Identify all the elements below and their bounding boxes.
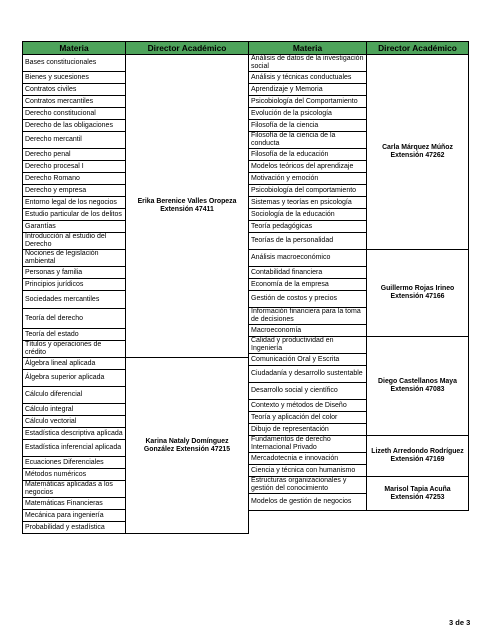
right-table-body: [249, 55, 469, 511]
subject-cell: Sociedades mercantiles: [23, 291, 126, 309]
subject-cell: Fundamentos de derecho Internacional Privado: [249, 436, 367, 453]
subject-cell: Calidad y productividad en Ingeniería: [249, 337, 367, 354]
subject-cell: Mercadotecnia e innovación: [249, 453, 367, 465]
director-cell: Marisol Tapia Acuña Extensión 47253: [367, 477, 469, 511]
director-cell: Karina Nataly Domínguez González Extensión 47215: [126, 358, 249, 534]
director-cell: Lizeth Arredondo Rodríguez Extensión 47169: [367, 436, 469, 477]
subject-cell: Derecho mercantil: [23, 132, 126, 149]
subject-cell: Derecho y empresa: [23, 185, 126, 197]
left-table: [22, 41, 249, 534]
subject-cell: Probabilidad y estadística: [23, 522, 126, 534]
subject-cell: Modelos teóricos del aprendizaje: [249, 161, 367, 173]
page-number: 3 de 3: [449, 618, 471, 627]
subject-cell: Personas y familia: [23, 267, 126, 279]
subject-cell: Evolución de la psicología: [249, 108, 367, 120]
subject-cell: Cálculo integral: [23, 404, 126, 416]
subject-cell: Sociología de la educación: [249, 209, 367, 221]
subject-cell: Cálculo diferencial: [23, 387, 126, 404]
subject-cell: Bases constitucionales: [23, 55, 126, 72]
subject-cell: Derecho de las obligaciones: [23, 120, 126, 132]
subject-cell: Estructuras organizacionales y gestión del conocimiento: [249, 477, 367, 494]
director-cell: Erika Berenice Valles Oropeza Extensión 47411: [126, 55, 249, 358]
subject-cell: Entorno legal de los negocios: [23, 197, 126, 209]
subject-cell: Derecho penal: [23, 149, 126, 161]
subject-cell: Economía de la empresa: [249, 279, 367, 291]
subject-cell: Desarrollo social y científico: [249, 383, 367, 400]
left-table-body: [23, 55, 249, 534]
table-row: [249, 436, 469, 453]
table-row: [249, 477, 469, 494]
subject-cell: Álgebra lineal aplicada: [23, 358, 126, 370]
subject-cell: Contabilidad financiera: [249, 267, 367, 279]
header-materia: Materia: [249, 42, 367, 55]
header-director: Director Académico: [126, 42, 249, 55]
subject-cell: Ciencia y técnica con humanismo: [249, 465, 367, 477]
subject-cell: Teoría del estado: [23, 329, 126, 341]
header-materia: Materia: [23, 42, 126, 55]
subject-cell: Teoría pedagógicas: [249, 221, 367, 233]
director-cell: Carla Márquez Múñoz Extensión 47262: [367, 55, 469, 250]
subject-cell: Motivación y emoción: [249, 173, 367, 185]
subject-cell: Métodos numéricos: [23, 469, 126, 481]
subject-cell: Filosofía de la ciencia: [249, 120, 367, 132]
subject-cell: Derecho procesal I: [23, 161, 126, 173]
subject-cell: Gestión de costos y precios: [249, 291, 367, 308]
subject-cell: Macroeconomía: [249, 325, 367, 337]
header-director: Director Académico: [367, 42, 469, 55]
subject-cell: Filosofía de la educación: [249, 149, 367, 161]
subject-cell: Principios jurídicos: [23, 279, 126, 291]
subject-cell: Bienes y sucesiones: [23, 72, 126, 84]
table-row: [249, 55, 469, 72]
subject-cell: Garantías: [23, 221, 126, 233]
subject-cell: Análisis y técnicas conductuales: [249, 72, 367, 84]
director-cell: Guillermo Rojas Irineo Extensión 47166: [367, 250, 469, 337]
table-header-row: [249, 42, 469, 55]
subject-cell: Introducción al estudio del Derecho: [23, 233, 126, 250]
table-row: [249, 250, 469, 267]
subject-cell: Contexto y métodos de Diseño: [249, 400, 367, 412]
subject-cell: Modelos de gestión de negocios: [249, 494, 367, 511]
subject-cell: Derecho constitucional: [23, 108, 126, 120]
subject-cell: Nociones de legislación ambiental: [23, 250, 126, 267]
subject-cell: Títulos y operaciones de crédito: [23, 341, 126, 358]
subject-cell: Contratos mercantiles: [23, 96, 126, 108]
right-table: [248, 41, 469, 511]
subject-cell: Derecho Romano: [23, 173, 126, 185]
table-row: [23, 55, 249, 72]
subject-cell: Ecuaciones Diferenciales: [23, 457, 126, 469]
left-table-column: [22, 41, 249, 534]
subject-cell: Teoría y aplicación del color: [249, 412, 367, 424]
subject-cell: Comunicación Oral y Escrita: [249, 354, 367, 366]
subject-cell: Contratos civiles: [23, 84, 126, 96]
subject-cell: Sistemas y teorías en psicología: [249, 197, 367, 209]
subject-cell: Teorías de la personalidad: [249, 233, 367, 250]
subject-cell: Estudio particular de los delitos: [23, 209, 126, 221]
subject-cell: Filosofía de la ciencia de la conducta: [249, 132, 367, 149]
subject-cell: Matemáticas Financieras: [23, 498, 126, 510]
subject-cell: Información financiera para la toma de decisiones: [249, 308, 367, 325]
table-row: [249, 337, 469, 354]
subject-cell: Mecánica para ingeniería: [23, 510, 126, 522]
table-row: [23, 358, 249, 370]
director-cell: Diego Castellanos Maya Extensión 47083: [367, 337, 469, 436]
subject-cell: Aprendizaje y Memoria: [249, 84, 367, 96]
subject-cell: Análisis macroeconómico: [249, 250, 367, 267]
subject-cell: Dibujo de representación: [249, 424, 367, 436]
subject-cell: Psicobiología del Comportamiento: [249, 96, 367, 108]
right-table-column: [248, 41, 469, 511]
table-header-row: [23, 42, 249, 55]
subject-cell: Análisis de datos de la investigación social: [249, 55, 367, 72]
subject-cell: Teoría del derecho: [23, 309, 126, 329]
subject-cell: Estadística inferencial aplicada: [23, 440, 126, 457]
subject-cell: Psicobiología del comportamiento: [249, 185, 367, 197]
subject-cell: Ciudadanía y desarrollo sustentable: [249, 366, 367, 383]
subject-cell: Estadística descriptiva aplicada: [23, 428, 126, 440]
subject-cell: Cálculo vectorial: [23, 416, 126, 428]
subject-cell: Álgebra superior aplicada: [23, 370, 126, 387]
subject-cell: Matemáticas aplicadas a los negocios: [23, 481, 126, 498]
